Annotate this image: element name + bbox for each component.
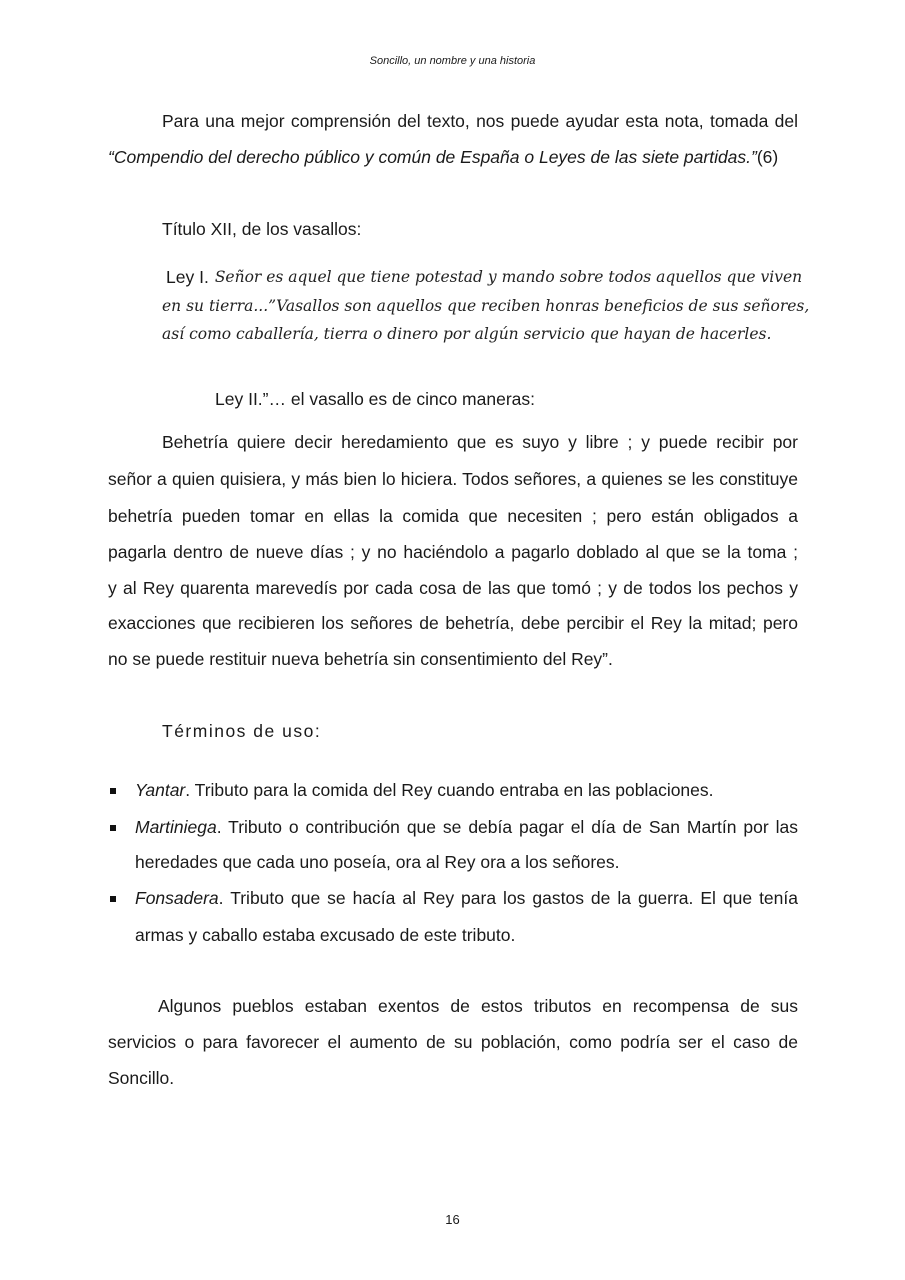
behetria-line: exacciones que recibieren los señores de behetría, debe percibir el Rey la mitad; pero (108, 613, 798, 633)
term-name: Yantar (135, 780, 186, 800)
term-name: Martiniega (135, 817, 217, 837)
term-definition: armas y caballo estaba excusado de este tributo. (135, 925, 516, 945)
citation-line (108, 146, 778, 168)
behetria-line: pagarla dentro de nueve días ; y no haciéndolo a pagarlo doblado al que se la toma ; (108, 542, 798, 562)
term-item (135, 816, 798, 838)
term-item (135, 779, 714, 801)
term-definition: . Tributo o contribución que se debía pagar el día de San Martín por las (216, 817, 798, 837)
ley1-line: así como caballería, tierra o dinero por algún servicio que hayan de hacerles. (162, 325, 772, 343)
term-definition: . Tributo para la comida del Rey cuando entraba en las poblaciones. (185, 780, 714, 800)
term-name: Fonsadera (135, 888, 219, 908)
behetria-line: Behetría quiere decir heredamiento que es suyo y libre ; y puede recibir por (162, 432, 798, 452)
behetria-line: behetría pueden tomar en ellas la comida que necesiten ; pero están obligados a (108, 506, 798, 526)
ley1-text: Señor es aquel que tiene potestad y mando sobre todos aquellos que viven (214, 268, 803, 286)
closing-line: Algunos pueblos estaban exentos de estos tributos en recompensa de sus (158, 996, 798, 1016)
citation: “Compendio del derecho público y común de España o Leyes de las siete partidas.” (108, 147, 757, 167)
ley1-label: Ley I. (166, 267, 209, 287)
term-definition: heredades que cada uno poseía, ora al Rey ora a los señores. (135, 852, 620, 872)
closing-line: Soncillo. (108, 1068, 175, 1088)
section-title: Título XII, de los vasallos: (162, 219, 362, 239)
terms-heading: Términos de uso: (162, 721, 322, 741)
behetria-line: y al Rey quarenta marevedís por cada cosa de las que tomó ; y de todos los pechos y (108, 578, 798, 598)
page-number: 16 (445, 1212, 460, 1227)
bullet-icon (110, 896, 116, 902)
ley1-line: en su tierra...”Vasallos son aquellos que reciben honras beneficios de sus señores, (162, 297, 810, 315)
ley1-line (166, 266, 803, 288)
footnote-ref: (6) (756, 147, 779, 167)
term-definition: . Tributo que se hacía al Rey para los gastos de la guerra. El que tenía (218, 888, 798, 908)
behetria-line: señor a quien quisiera, y más bien lo hiciera. Todos señores, a quienes se les constituye (108, 469, 798, 489)
term-item (135, 887, 798, 909)
running-header: Soncillo, un nombre y una historia (369, 55, 536, 67)
ley2-line: Ley II.”… el vasallo es de cinco maneras: (215, 389, 536, 409)
bullet-icon (110, 825, 116, 831)
intro-line: Para una mejor comprensión del texto, nos puede ayudar esta nota, tomada del (162, 111, 798, 131)
behetria-line: no se puede restituir nueva behetría sin consentimiento del Rey”. (108, 649, 613, 669)
closing-line: servicios o para favorecer el aumento de su población, como podría ser el caso de (108, 1032, 798, 1052)
bullet-icon (110, 788, 116, 794)
